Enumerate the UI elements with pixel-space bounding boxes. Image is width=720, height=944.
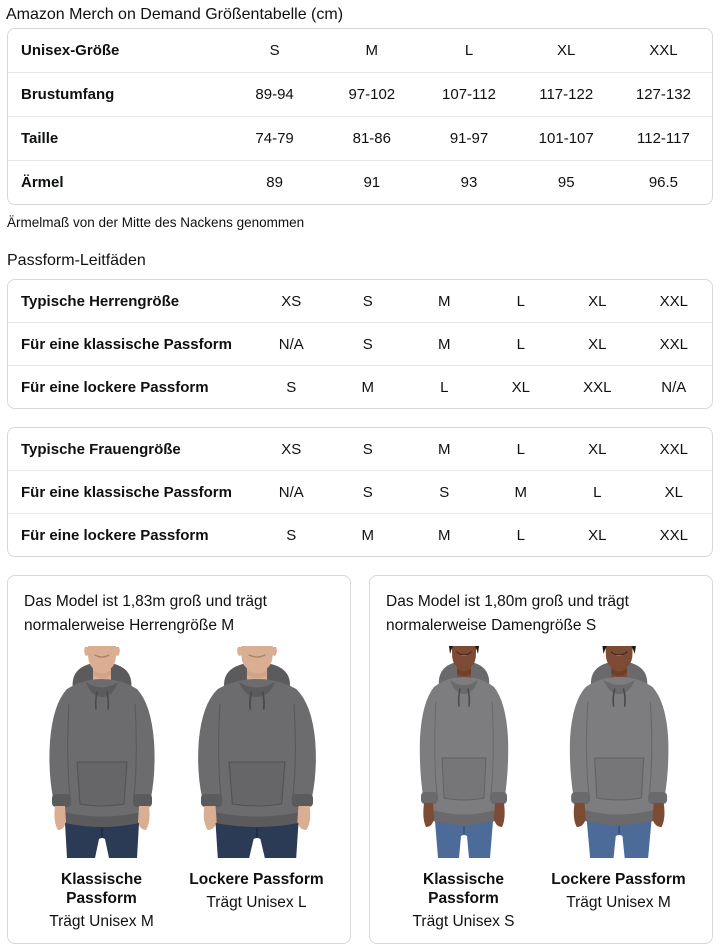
- row-label: Für eine klassische Passform: [21, 335, 232, 353]
- fit-size-label: Trägt Unisex M: [49, 913, 154, 930]
- cell-value: L: [464, 42, 474, 59]
- cell-value: M: [438, 292, 451, 310]
- table-row: [8, 116, 712, 160]
- model-figure: [179, 646, 334, 931]
- cell-value: N/A: [661, 378, 687, 396]
- cell-value: S: [286, 378, 297, 396]
- cell-value: S: [362, 335, 373, 353]
- cell-value: 107-112: [442, 86, 496, 103]
- cell-value: M: [365, 42, 379, 59]
- table-row: [8, 29, 712, 72]
- mens-fit-guide-table: [7, 279, 713, 409]
- fit-name-label: Klassische Passform: [423, 871, 504, 907]
- cell-value: 81-86: [352, 130, 391, 147]
- cell-value: S: [362, 292, 373, 310]
- cell-value: 97-102: [348, 86, 396, 103]
- cell-value: 101-107: [538, 130, 594, 147]
- cell-value: XXL: [659, 292, 688, 310]
- cell-value: S: [286, 526, 297, 544]
- womens-model-card: [369, 575, 713, 944]
- cell-value: S: [362, 440, 373, 458]
- row-label: Unisex-Größe: [21, 42, 120, 59]
- row-label: Für eine klassische Passform: [21, 483, 232, 501]
- fit-name-label: Lockere Passform: [189, 871, 324, 888]
- table-row: [8, 322, 712, 365]
- model-caption: Das Model ist 1,83m groß und trägt normalerweise Herrengröße M: [24, 593, 267, 634]
- cell-value: 93: [460, 174, 478, 191]
- row-label: Für eine lockere Passform: [21, 526, 209, 544]
- male-model-loose-fit-illustration: [182, 646, 332, 858]
- sleeve-measure-footnote: Ärmelmaß von der Mitte des Nackens genommen: [7, 215, 305, 230]
- female-model-loose-fit-illustration: [544, 646, 694, 858]
- cell-value: 96.5: [648, 174, 679, 191]
- unisex-size-table: [7, 28, 713, 205]
- model-caption: Das Model ist 1,80m groß und trägt normalerweise Damengröße S: [386, 593, 629, 634]
- model-figure: [386, 646, 541, 931]
- fit-name-label: Klassische Passform: [61, 871, 142, 907]
- table-row: [8, 280, 712, 322]
- cell-value: 91-97: [449, 130, 489, 147]
- cell-value: S: [439, 483, 450, 501]
- cell-value: 74-79: [255, 130, 294, 147]
- cell-value: 112-117: [637, 130, 690, 147]
- cell-value: XXL: [659, 526, 688, 544]
- cell-value: XL: [588, 440, 607, 458]
- cell-value: M: [361, 378, 374, 396]
- cell-value: L: [516, 440, 525, 458]
- table-row: [8, 428, 712, 470]
- cell-value: 89-94: [255, 86, 294, 103]
- table-row: [8, 365, 712, 408]
- row-label: Taille: [21, 130, 59, 147]
- fit-guides-title: Passform-Leitfäden: [7, 252, 146, 269]
- table-row: [8, 160, 712, 204]
- cell-value: XXL: [659, 440, 688, 458]
- row-label: Für eine lockere Passform: [21, 378, 209, 396]
- row-label: Brustumfang: [21, 86, 115, 103]
- cell-value: 91: [363, 174, 381, 191]
- cell-value: M: [438, 335, 451, 353]
- cell-value: N/A: [278, 335, 304, 353]
- cell-value: L: [516, 292, 525, 310]
- cell-value: L: [440, 378, 449, 396]
- cell-value: XL: [664, 483, 683, 501]
- row-label: Typische Herrengröße: [21, 292, 180, 310]
- cell-value: XL: [588, 292, 607, 310]
- cell-value: L: [516, 335, 525, 353]
- table-row: [8, 72, 712, 116]
- cell-value: XL: [588, 335, 607, 353]
- cell-value: XXL: [583, 378, 612, 396]
- cell-value: N/A: [278, 483, 304, 501]
- cell-value: 95: [557, 174, 575, 191]
- cell-value: XL: [557, 42, 576, 59]
- model-figure: [24, 646, 179, 931]
- cell-value: M: [514, 483, 527, 501]
- mens-model-card: [7, 575, 351, 944]
- row-label: Typische Frauengröße: [21, 440, 181, 458]
- fit-size-label: Trägt Unisex M: [566, 894, 671, 911]
- cell-value: XS: [281, 292, 302, 310]
- fit-size-label: Trägt Unisex S: [412, 913, 515, 930]
- cell-value: M: [438, 440, 451, 458]
- cell-value: XS: [281, 440, 302, 458]
- cell-value: S: [362, 483, 373, 501]
- cell-value: M: [438, 526, 451, 544]
- cell-value: 89: [266, 174, 283, 191]
- cell-value: 117-122: [539, 86, 594, 103]
- row-label: Ärmel: [21, 174, 64, 191]
- cell-value: M: [361, 526, 374, 544]
- page-title: Amazon Merch on Demand Größentabelle (cm): [6, 6, 344, 23]
- cell-value: S: [269, 42, 280, 59]
- model-cards: [7, 575, 713, 944]
- cell-value: XL: [588, 526, 607, 544]
- cell-value: XXL: [649, 42, 678, 59]
- cell-value: XL: [511, 378, 530, 396]
- womens-fit-guide-table: [7, 427, 713, 557]
- table-row: [8, 513, 712, 556]
- model-figure: [541, 646, 696, 931]
- table-row: [8, 470, 712, 513]
- cell-value: 127-132: [635, 86, 691, 103]
- cell-value: L: [593, 483, 602, 501]
- fit-size-label: Trägt Unisex L: [206, 894, 307, 911]
- cell-value: XXL: [659, 335, 688, 353]
- male-model-classic-fit-illustration: [27, 646, 177, 858]
- female-model-classic-fit-illustration: [389, 646, 539, 858]
- fit-name-label: Lockere Passform: [551, 871, 686, 888]
- cell-value: L: [516, 526, 525, 544]
